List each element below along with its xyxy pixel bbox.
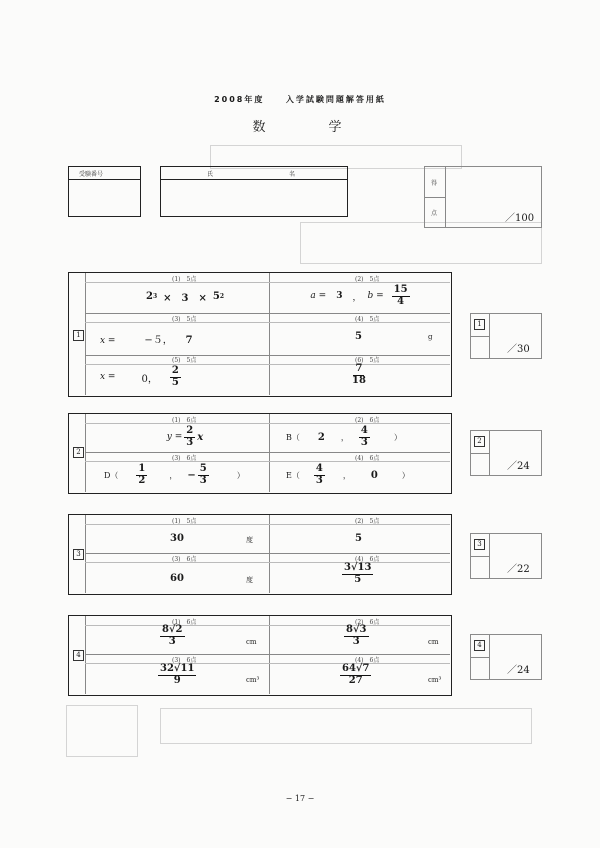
exam-year: 2008年度 (214, 95, 265, 104)
q1-label-3: (3) 5点 (172, 316, 197, 323)
q1-score-box: 1 ／30 (470, 313, 542, 359)
question-2-number: 2 (73, 447, 84, 458)
name-field[interactable] (162, 181, 346, 215)
q3-answer-4: $\frac{3√13}{5}$ (344, 562, 372, 585)
q2-answer-2: B（ 2 ， $\frac{4}{3}$ ） (286, 425, 402, 448)
q2-score-box: 2 ／24 (470, 430, 542, 476)
q4-label-2: (2) 6点 (355, 619, 380, 626)
exam-number-box (68, 166, 141, 217)
q1-label-2: (2) 5点 (355, 276, 380, 283)
q2-label-3: (3) 6点 (172, 455, 197, 462)
q3-label-3: (3) 6点 (172, 556, 197, 563)
q4-label-1: (1) 6点 (172, 619, 197, 626)
q1-answer-2: a = 3 ， b = $\frac{15}{4}$ (310, 284, 408, 307)
question-3-number: 3 (73, 549, 84, 560)
sheet-title: 入学試験問題解答用紙 (285, 95, 386, 104)
q3-score: ／22 (507, 564, 530, 575)
q4-answer-4: $\frac{64√7}{27}$ (342, 663, 370, 686)
name-label-2: 名 (289, 171, 296, 178)
q4-answer-2-unit: cm (428, 638, 439, 646)
q3-label-2: (2) 5点 (355, 518, 380, 525)
q4-score: ／24 (507, 665, 530, 676)
q3-answer-1-unit: 度 (246, 536, 253, 544)
name-box (160, 166, 348, 217)
q4-label-3: (3) 6点 (172, 657, 197, 664)
q2-answer-3: D（ $\frac{1}{2}$ ， − $\frac{5}{3}$ ） (104, 463, 245, 486)
show-through (300, 222, 542, 264)
q3-label-1: (1) 5点 (172, 518, 197, 525)
q4-answer-3-unit: cm³ (246, 676, 260, 684)
q2-label-1: (1) 6点 (172, 417, 197, 424)
q1-label-6: (6) 5点 (355, 357, 380, 364)
q2-score: ／24 (507, 461, 530, 472)
question-4-number: 4 (73, 650, 84, 661)
q1-score: ／30 (507, 344, 530, 355)
q3-score-box: 3 ／22 (470, 533, 542, 579)
q4-answer-2: $\frac{8√3}{3}$ (346, 624, 367, 647)
q1-answer-6: $\frac{7}{18}$ (352, 363, 366, 386)
sheet-header (0, 94, 600, 105)
q1-answer-5: x = 0， $\frac{2}{5}$ (100, 365, 179, 388)
q3-answer-1: 30 (170, 533, 184, 544)
page-number: − 17 − (285, 794, 315, 803)
exam-number-field[interactable] (70, 181, 139, 215)
total-score-box (424, 166, 542, 228)
total-score: ／100 (505, 213, 535, 224)
q1-label-5: (5) 5点 (172, 357, 197, 364)
q1-answer-3: x = −５， 7 (100, 335, 193, 346)
q1-label-1: (1) 5点 (172, 276, 197, 283)
q4-answer-1: $\frac{8√2}{3}$ (162, 624, 183, 647)
question-1-number: 1 (73, 330, 84, 341)
show-through (160, 708, 532, 744)
q1-answer-4-unit: g (428, 333, 433, 341)
score-label-2: 点 (431, 210, 438, 217)
q1-answer-1: 2 3 × 3 × 5 2 (145, 290, 225, 304)
q1-answer-4: 5 (355, 331, 362, 342)
question-4-box (68, 615, 452, 696)
q3-answer-2: 5 (355, 533, 362, 544)
subject-title: 数 学 (252, 120, 348, 135)
q3-answer-3: 60 (170, 573, 184, 584)
show-through (66, 705, 138, 757)
q4-answer-3: $\frac{32√11}{9}$ (160, 663, 195, 686)
q2-answer-1: y = $\frac{2}{3}$ x (166, 425, 204, 448)
q4-label-4: (4) 6点 (355, 657, 380, 664)
q4-answer-1-unit: cm (246, 638, 257, 646)
exam-number-label: 受験番号 (79, 171, 104, 178)
score-label-1: 得 (431, 180, 438, 187)
q2-label-2: (2) 6点 (355, 417, 380, 424)
q2-label-4: (4) 6点 (355, 455, 380, 462)
q4-score-box: 4 ／24 (470, 634, 542, 680)
q1-label-4: (4) 5点 (355, 316, 380, 323)
q3-label-4: (4) 6点 (355, 556, 380, 563)
name-label-1: 氏 (207, 171, 214, 178)
q4-answer-4-unit: cm³ (428, 676, 442, 684)
q2-answer-4: E（ $\frac{4}{3}$ ， 0 ） (286, 463, 410, 486)
question-3-box (68, 514, 452, 595)
q3-answer-3-unit: 度 (246, 576, 253, 584)
